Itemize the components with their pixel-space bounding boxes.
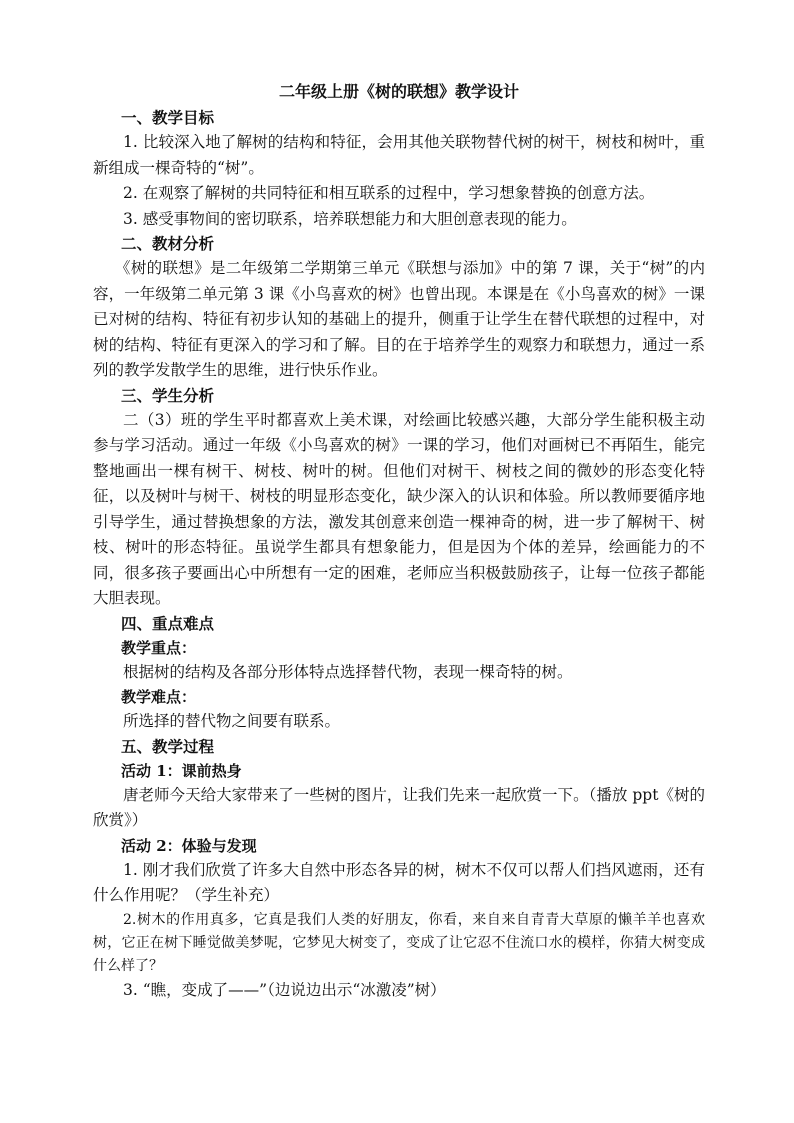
difficulty-label: 教学难点： (121, 688, 197, 706)
activity2-label: 活动 2：体验与发现 (121, 836, 257, 855)
document-title: 二年级上册《树的联想》教学设计 (278, 82, 519, 101)
difficulty-text: 所选择的替代物之间要有联系。 (123, 712, 341, 730)
activity1-label: 活动 1：课前热身 (121, 761, 242, 780)
focus-text: 根据树的结构及各部分形体特点选择替代物，表现一棵奇特的树。 (123, 662, 573, 681)
document-page (93, 68, 705, 1003)
section-heading-process: 五、教学过程 (121, 736, 215, 756)
process-step: 1. 刚才我们欣赏了许多大自然中形态各异的树，树木不仅可以帮人们挡风遮雨，还有什么作用呢？（学生补充） (93, 860, 705, 904)
activity1-text: 唐老师今天给大家带来了一些树的图片，让我们先来一起欣赏一下。（播放 ppt《树的欣赏》） (93, 785, 705, 829)
process-step: 2.树木的作用真多，它真是我们人类的好朋友，你看，来自来自青青大草原的懒羊羊也喜欢树，它正在树下睡觉做美梦呢，它梦见大树变了，变成了让它忍不住流口水的模样，你猜大树变成什么样了？ (93, 911, 705, 974)
goal-item: 2. 在观察了解树的共同特征和相互联系的过程中，学习想象替换的创意方法。 (123, 184, 655, 202)
goal-item: 1. 比较深入地了解树的结构和特征，会用其他关联物替代树的树干，树枝和树叶，重新组成一棵奇特的“树”。 (93, 133, 705, 177)
section-heading-goals: 一、教学目标 (121, 108, 215, 127)
materials-paragraph: 《树的联想》是二年级第二学期第三单元《联想与添加》中的第 7 课，关于“树”的内容，一年级第二单元第 3 课《小鸟喜欢的树》也曾出现。本课是在《小鸟喜欢的树》一课已对树的结构、特征有初步认知的基础上的提升，侧重于让学生在替代联想的过程中，对树的结构、特征有更深入的学习和了解。目的在于培养学生的观察力和联想力，通过一系列的教学发散学生的思维，进行快乐作业。 (93, 259, 705, 379)
section-heading-students: 三、学生分析 (121, 385, 215, 405)
focus-label: 教学重点： (121, 638, 197, 657)
process-step: 3. “瞧，变成了——”（边说边出示“冰激凌”树） (123, 980, 446, 999)
section-heading-key-points: 四、重点难点 (121, 613, 215, 633)
section-heading-materials: 二、教材分析 (121, 234, 215, 253)
students-paragraph: 二（3）班的学生平时都喜欢上美术课，对绘画比较感兴趣，大部分学生能积极主动参与学习活动。通过一年级《小鸟喜欢的树》一课的学习，他们对画树已不再陌生，能完整地画出一棵有树干、树枝、树叶的树。但他们对树干、树枝之间的微妙的形态变化特征，以及树叶与树干、树枝的明显形态变化，缺少深入的认识和体验。所以教师要循序地引导学生，通过替换想象的方法，激发其创意来创造一棵神奇的树，进一步了解树干、树枝、树叶的形态特征。虽说学生都具有想象能力，但是因为个体的差异，绘画能力的不同，很多孩子要画出心中所想有一定的困难，老师应当积极鼓励孩子，让每一位孩子都能大胆表现。 (93, 410, 705, 607)
goal-item: 3. 感受事物间的密切联系，培养联想能力和大胆创意表现的能力。 (123, 209, 577, 228)
